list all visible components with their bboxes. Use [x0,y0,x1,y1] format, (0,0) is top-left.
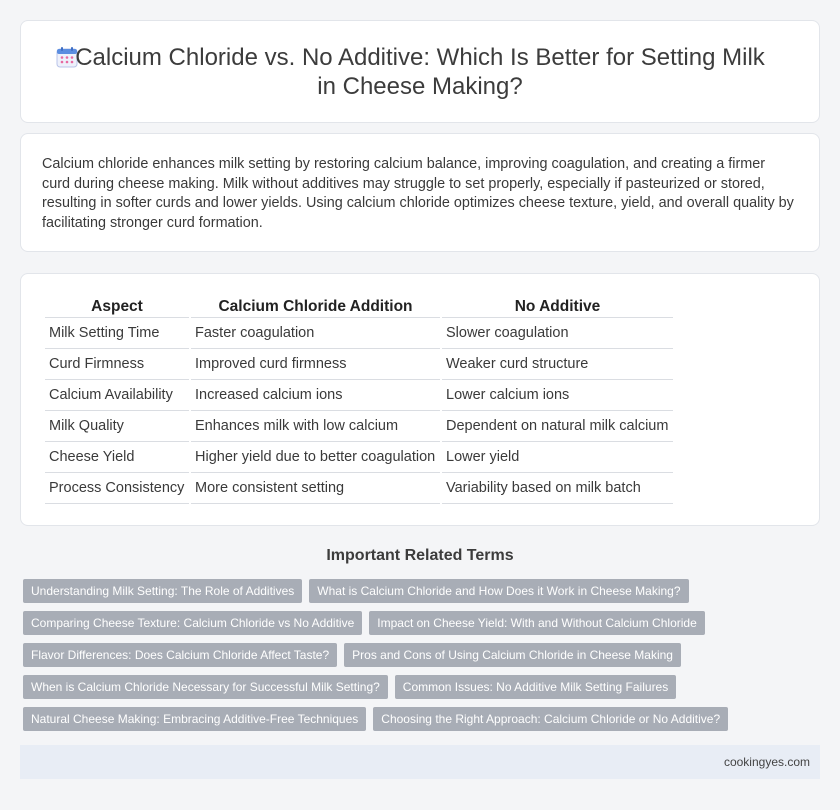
related-term-tag[interactable]: Natural Cheese Making: Embracing Additive-Free Techniques [23,707,366,731]
related-term-tag[interactable]: What is Calcium Chloride and How Does it Work in Cheese Making? [309,579,688,603]
related-terms-list [23,579,803,731]
table-cell: Enhances milk with low calcium [191,411,440,442]
related-term-tag[interactable]: Understanding Milk Setting: The Role of Additives [23,579,302,603]
table-cell: Slower coagulation [442,318,673,349]
related-term-tag[interactable]: Comparing Cheese Texture: Calcium Chloride vs No Additive [23,611,362,635]
table-row [45,473,673,504]
header-aspect: Aspect [45,296,189,318]
table-cell: Variability based on milk batch [442,473,673,504]
table-cell: Milk Setting Time [45,318,189,349]
table-cell: Weaker curd structure [442,349,673,380]
table-cell: Higher yield due to better coagulation [191,442,440,473]
table-row [45,411,673,442]
table-cell: Faster coagulation [191,318,440,349]
table-row [45,318,673,349]
related-term-tag[interactable]: Choosing the Right Approach: Calcium Chloride or No Additive? [373,707,728,731]
related-term-tag[interactable]: Impact on Cheese Yield: With and Without Calcium Chloride [369,611,704,635]
comparison-table-card [20,273,820,526]
title-card [20,20,820,123]
table-cell: Lower calcium ions [442,380,673,411]
page-title: Calcium Chloride vs. No Additive: Which Is Better for Setting Milk in Cheese Making? [75,44,765,100]
table-row [45,349,673,380]
related-terms-title: Important Related Terms [326,547,514,564]
table-cell: Lower yield [442,442,673,473]
table-row [45,442,673,473]
table-cell: Calcium Availability [45,380,189,411]
header-no-additive: No Additive [442,296,673,318]
table-row [45,380,673,411]
header-calcium-chloride: Calcium Chloride Addition [191,296,440,318]
related-term-tag[interactable]: Flavor Differences: Does Calcium Chloride Affect Taste? [23,643,337,667]
intro-paragraph: Calcium chloride enhances milk setting by restoring calcium balance, improving coagulation, and creating a firmer curd during cheese making. Milk without additives may struggle to set properly, especially if pasteurized or stored, resulting in softer curds and lower yields. Using calcium chloride optimizes cheese texture, yield, and overall quality by facilitating stronger curd formation. [42,156,794,231]
related-term-tag[interactable]: When is Calcium Chloride Necessary for Successful Milk Setting? [23,675,388,699]
table-cell: Increased calcium ions [191,380,440,411]
comparison-table [43,296,675,504]
table-cell: Improved curd firmness [191,349,440,380]
related-term-tag[interactable]: Common Issues: No Additive Milk Setting Failures [395,675,676,699]
table-cell: Milk Quality [45,411,189,442]
footer-site-link[interactable]: cookingyes.com [723,755,810,769]
footer [20,745,820,779]
table-cell: Dependent on natural milk calcium [442,411,673,442]
table-cell: Curd Firmness [45,349,189,380]
table-cell: More consistent setting [191,473,440,504]
table-cell: Process Consistency [45,473,189,504]
table-header-row [45,296,673,318]
table-cell: Cheese Yield [45,442,189,473]
related-term-tag[interactable]: Pros and Cons of Using Calcium Chloride in Cheese Making [344,643,681,667]
intro-card [20,133,820,252]
